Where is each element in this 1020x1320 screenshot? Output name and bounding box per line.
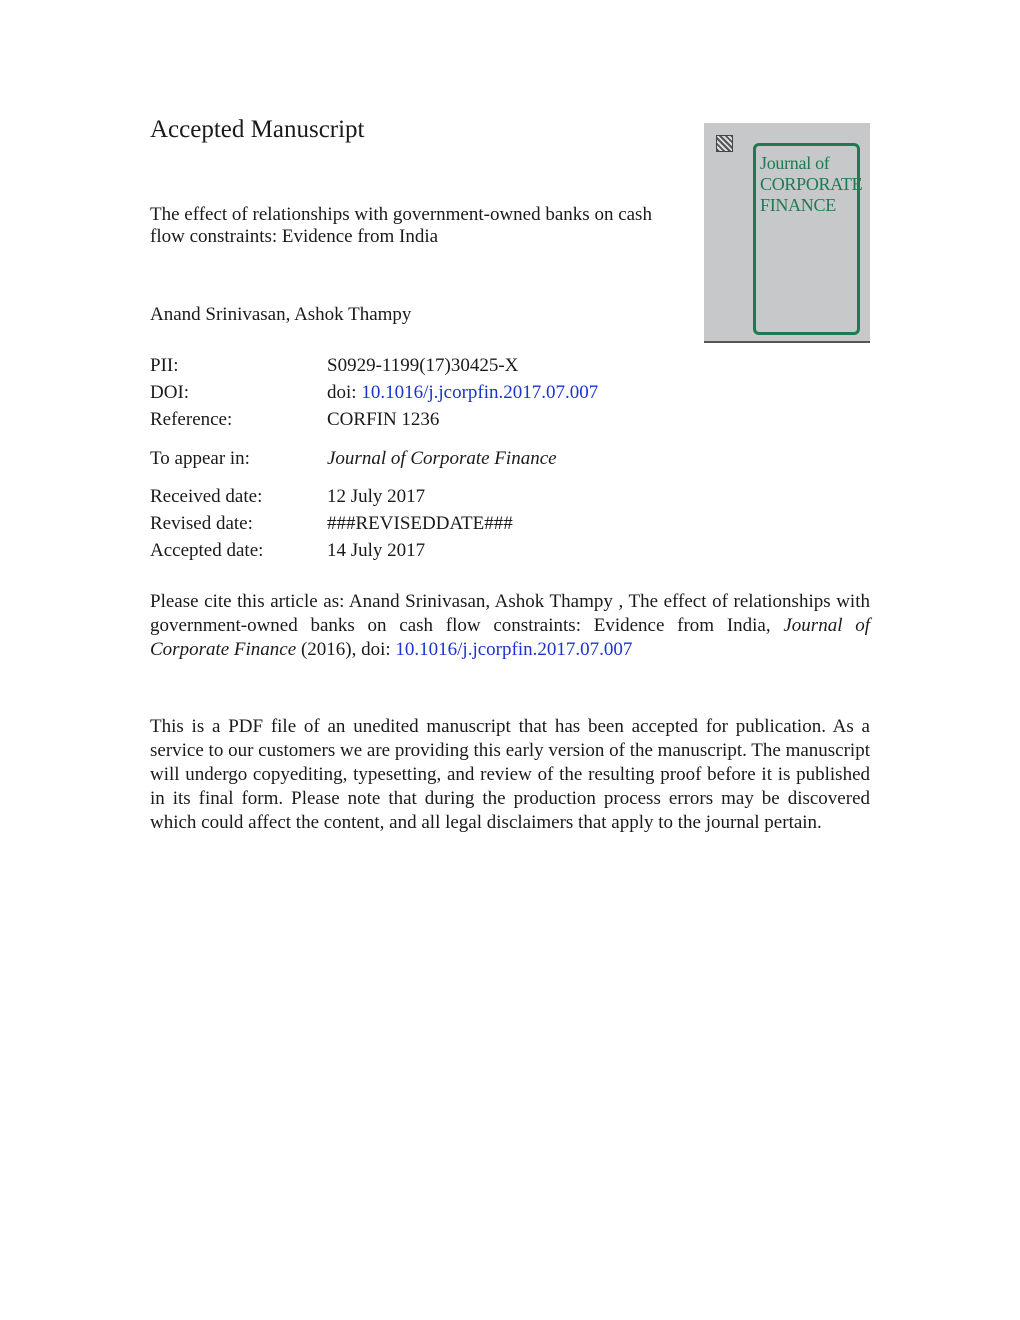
appear-block	[150, 446, 710, 473]
doi-prefix: doi:	[327, 382, 357, 403]
dates-block	[150, 484, 710, 565]
doi-value	[327, 380, 598, 407]
publisher-logo-icon	[716, 135, 733, 152]
pii-label: PII:	[150, 355, 179, 376]
received-row	[150, 484, 710, 511]
citation-journal: Journal of Corporate Finance	[150, 615, 871, 660]
revised-value: ###REVISEDDATE###	[327, 513, 513, 534]
reference-label: Reference:	[150, 409, 233, 430]
appear-row	[150, 446, 710, 473]
pii-value: S0929-1199(17)30425-X	[327, 355, 519, 376]
journal-cover	[704, 123, 870, 343]
accepted-label: Accepted date:	[150, 540, 264, 561]
page-heading: Accepted Manuscript	[150, 116, 365, 143]
reference-row	[150, 407, 710, 434]
cover-title	[760, 153, 862, 216]
doi-label: DOI:	[150, 382, 190, 403]
cover-frame	[753, 143, 863, 335]
received-value: 12 July 2017	[327, 486, 426, 507]
doi-row	[150, 380, 710, 407]
disclaimer-paragraph: This is a PDF file of an unedited manuscript that has been accepted for publication. As a service to our customers we are providing this early version of the manuscript. The manuscript will undergo copyediting, typesetting, and review of the resulting proof before it is published in its final form. Please note that during the production process errors may be discovered which could affect the content, and all legal disclaimers that apply to the journal pertain.	[150, 716, 870, 833]
citation-text: Please cite this article as: Anand Srinivasan, Ashok Thampy , The effect of relationships with government-owned banks on cash flow constraints: Evidence from India,	[150, 591, 870, 636]
cover-title-line1: Journal of	[760, 153, 830, 173]
pii-row	[150, 353, 710, 380]
appear-label: To appear in:	[150, 448, 250, 469]
revised-row	[150, 511, 710, 538]
accepted-value: 14 July 2017	[327, 540, 426, 561]
cover-title-line3: FINANCE	[760, 195, 836, 215]
citation-year: (2016), doi:	[300, 639, 391, 660]
cover-title-line2: CORPORATE	[760, 174, 863, 194]
article-authors: Anand Srinivasan, Ashok Thampy	[150, 304, 412, 325]
doi-link[interactable]: 10.1016/j.jcorpfin.2017.07.007	[361, 382, 599, 403]
accepted-row	[150, 538, 710, 565]
identifier-block	[150, 353, 710, 434]
article-title: The effect of relationships with government-owned banks on cash flow constraints: Evidence from India	[150, 204, 652, 247]
received-label: Received date:	[150, 486, 263, 507]
citation-paragraph	[150, 590, 870, 662]
reference-value: CORFIN 1236	[327, 409, 440, 430]
appear-value: Journal of Corporate Finance	[327, 448, 557, 469]
citation-doi-link[interactable]: 10.1016/j.jcorpfin.2017.07.007	[395, 639, 633, 660]
revised-label: Revised date:	[150, 513, 253, 534]
